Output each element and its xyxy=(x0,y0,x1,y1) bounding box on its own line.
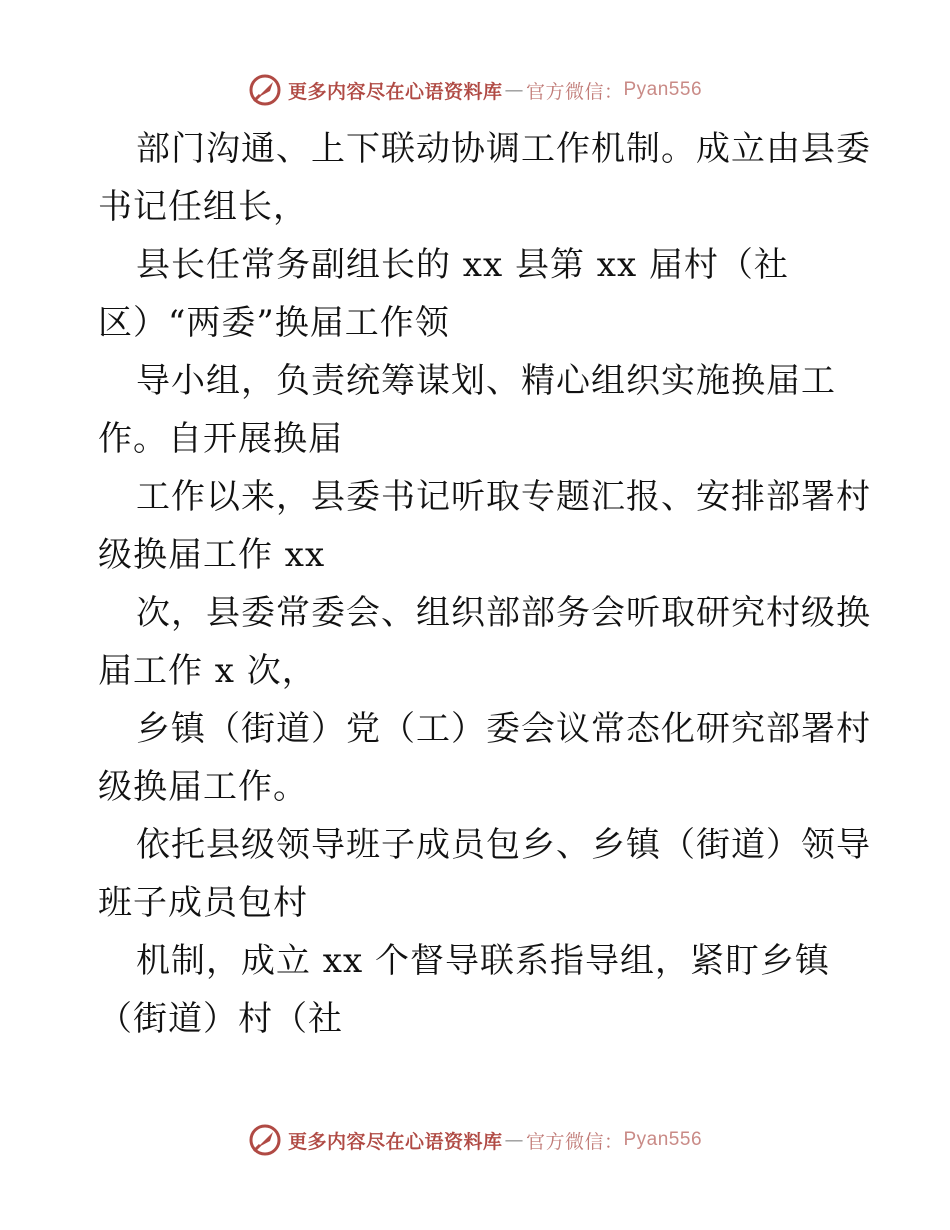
watermark-dash: — xyxy=(504,79,524,101)
body-line: 班子成员包村 xyxy=(98,883,308,923)
body-line: 区）“两委”换届工作领 xyxy=(98,303,450,343)
body-line: 次，县委常委会、组织部部务会听取研究村级换 xyxy=(136,593,871,633)
body-line: 部门沟通、上下联动协调工作机制。成立由县委 xyxy=(136,129,871,169)
body-line: 书记任组长， xyxy=(98,187,308,227)
body-line: 届工作 x 次， xyxy=(98,651,317,691)
body-line: 依托县级领导班子成员包乡、乡镇（街道）领导 xyxy=(136,825,871,865)
footer-watermark xyxy=(0,1120,950,1160)
quill-logo-icon xyxy=(248,73,282,107)
body-line: 机制，成立 xx 个督导联系指导组，紧盯乡镇 xyxy=(136,941,830,981)
body-line: 级换届工作。 xyxy=(98,767,308,807)
watermark-wechat-label: 官方微信： xyxy=(525,1130,624,1153)
watermark-wechat-id: Pyan556 xyxy=(623,79,703,100)
header-watermark xyxy=(0,70,950,110)
body-line: 作。自开展换届 xyxy=(98,419,343,459)
watermark-wechat-label: 官方微信： xyxy=(525,80,624,103)
watermark-site-name: 更多内容尽在心语资料库 xyxy=(287,80,503,103)
body-line: （街道）村（社 xyxy=(98,999,343,1039)
watermark-dash: — xyxy=(504,1129,524,1151)
body-line: 乡镇（街道）党（工）委会议常态化研究部署村 xyxy=(136,709,871,749)
body-line: 级换届工作 xx xyxy=(98,535,326,575)
body-line: 导小组，负责统筹谋划、精心组织实施换届工 xyxy=(136,361,836,401)
document-body xyxy=(98,120,871,1048)
watermark-site-name: 更多内容尽在心语资料库 xyxy=(287,1130,503,1153)
quill-logo-icon xyxy=(248,1123,282,1157)
watermark-wechat-id: Pyan556 xyxy=(623,1129,703,1150)
body-line: 县长任常务副组长的 xx 县第 xx 届村（社 xyxy=(136,245,789,285)
body-line: 工作以来，县委书记听取专题汇报、安排部署村 xyxy=(136,477,871,517)
